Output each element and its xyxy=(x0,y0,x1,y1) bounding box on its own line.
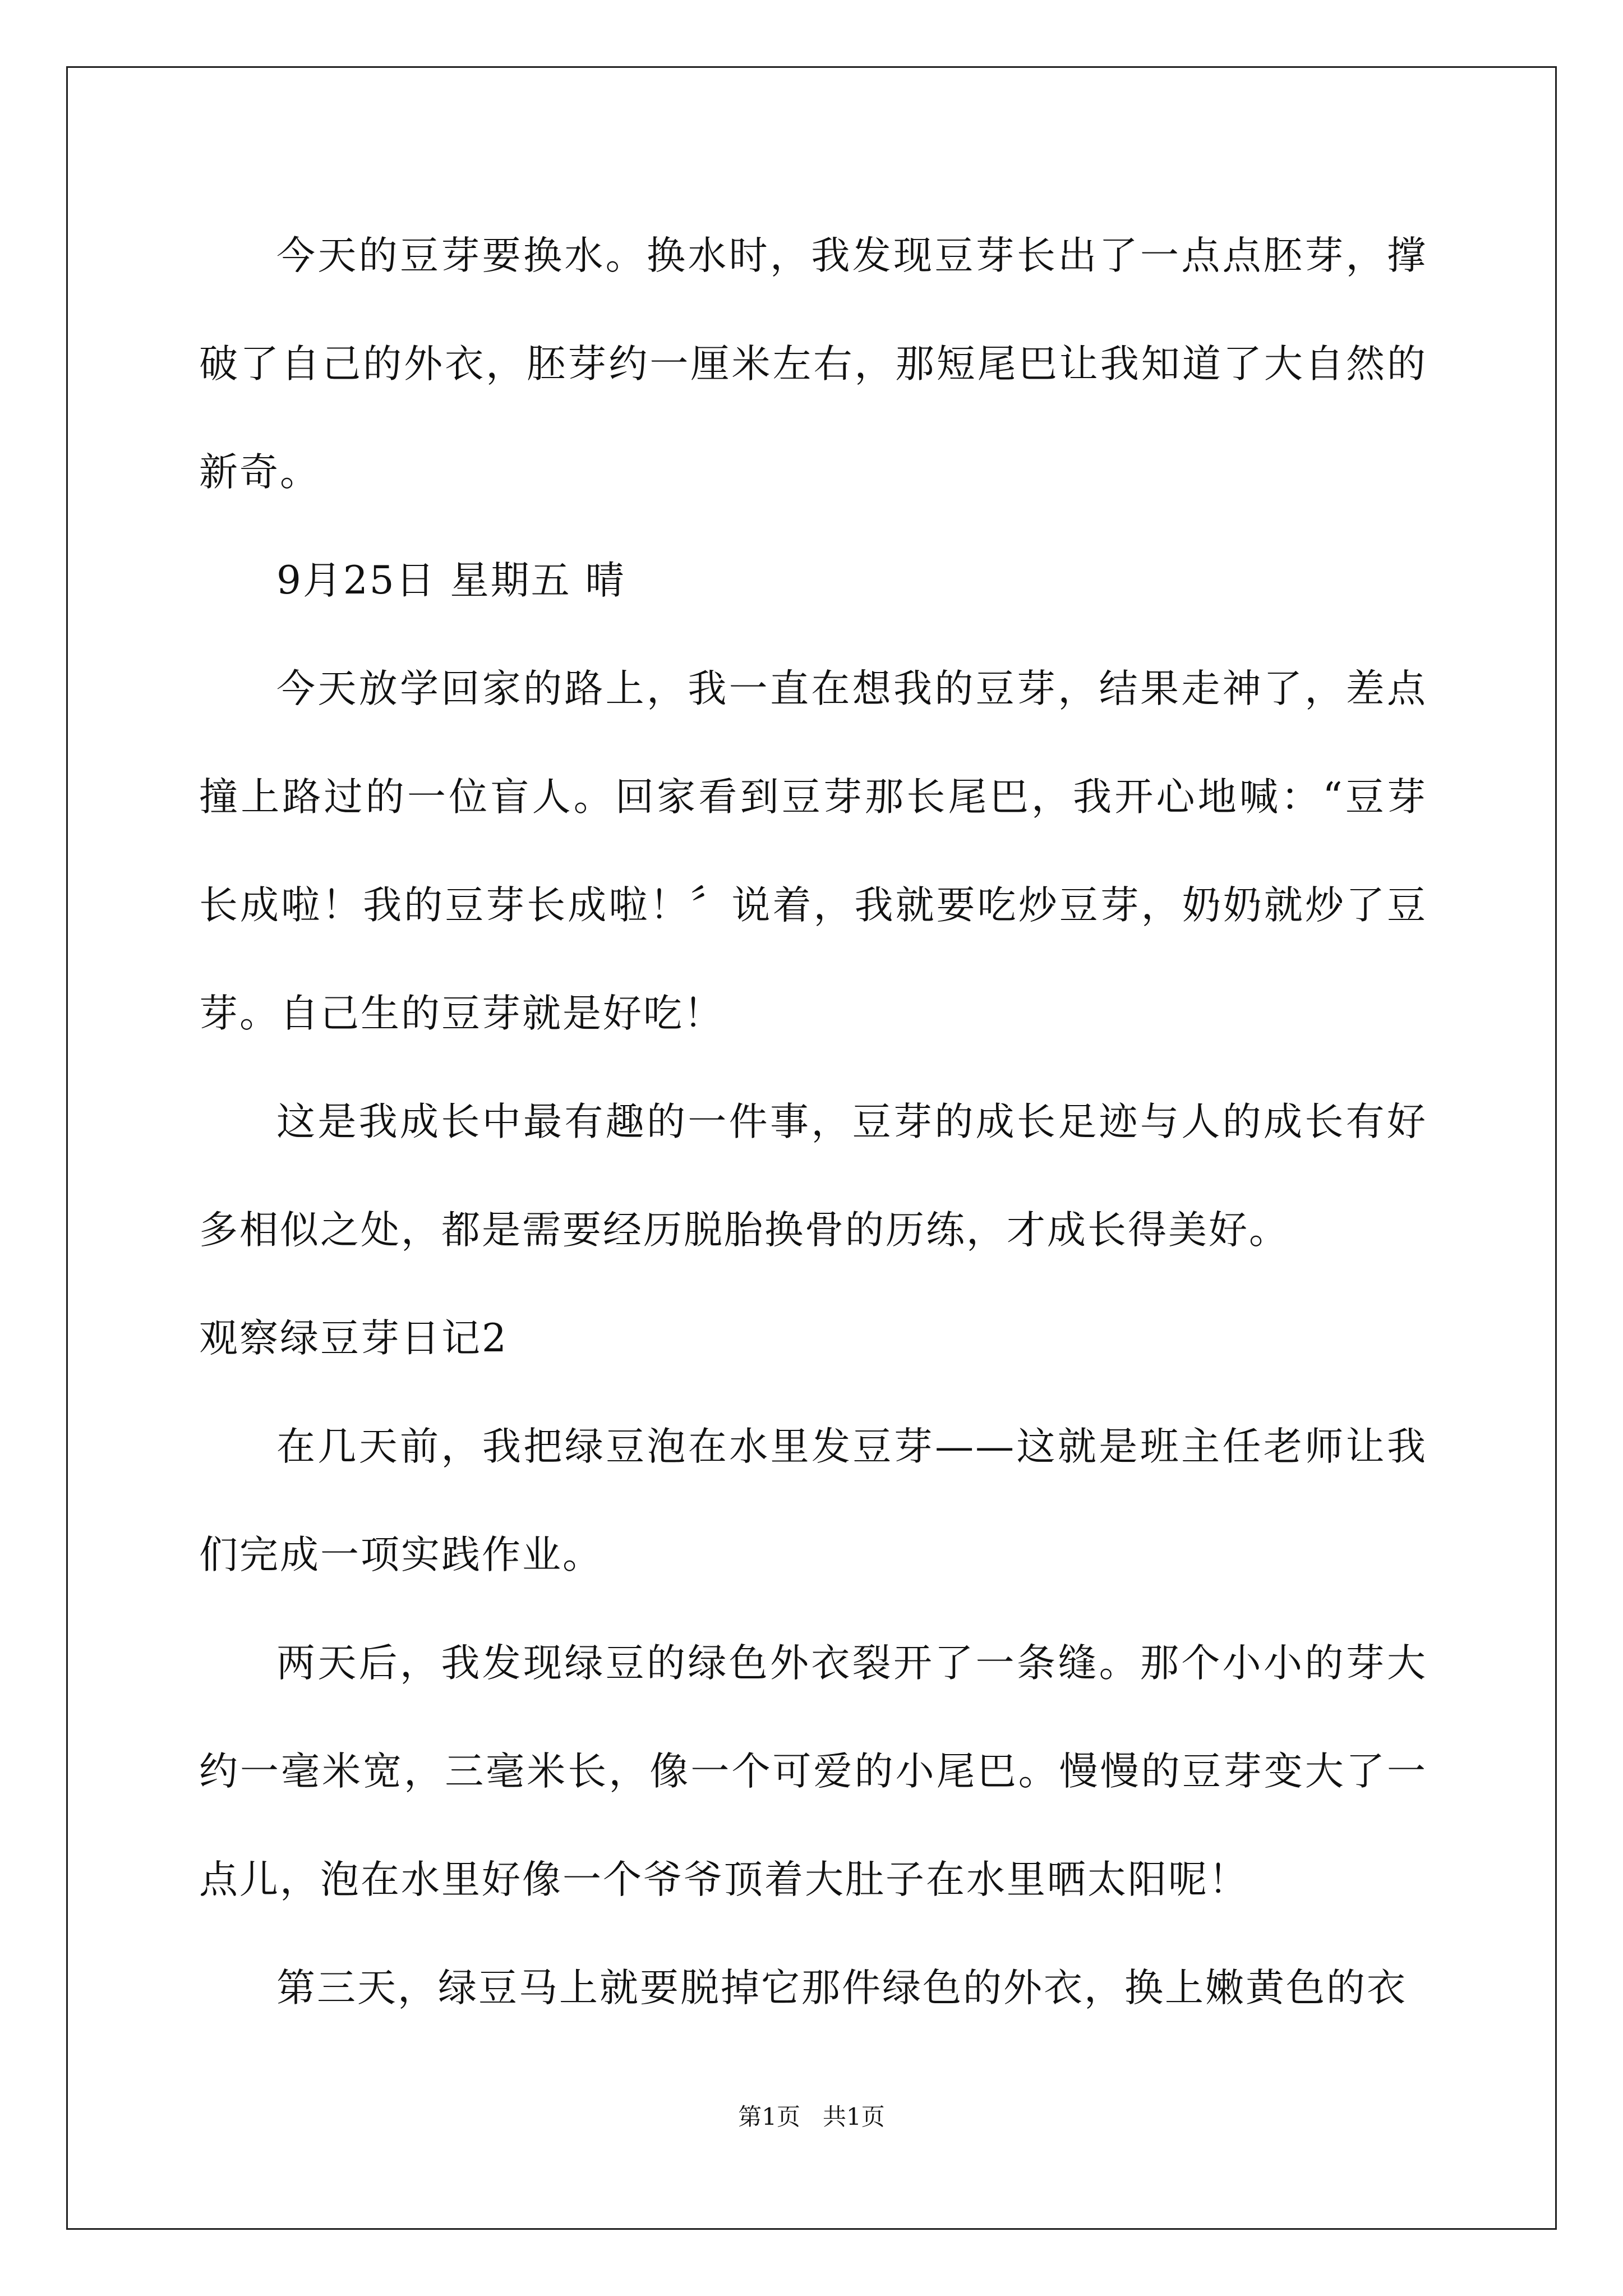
paragraph-third-day: 第三天，绿豆马上就要脱掉它那件绿色的外衣，换上嫩黄色的衣 xyxy=(276,1966,1407,2010)
paragraph-sprout-water-change: 今天的豆芽要换水。换水时，我发现豆芽长出了一点点胚芽，撑破了自己的外衣，胚芽约一厘米左右，那短尾巴让我知道了大自然的新奇。 xyxy=(199,233,1427,495)
paragraph-soak-beans: 在几天前，我把绿豆泡在水里发豆芽——这就是班主任老师让我们完成一项实践作业。 xyxy=(199,1424,1427,1577)
page-footer: 第1页 共1页 xyxy=(738,2103,885,2131)
paragraph-two-days-later: 两天后，我发现绿豆的绿色外衣裂开了一条缝。那个小小的芽大约一毫米宽，三毫米长，像一个可爱的小尾巴。慢慢的豆芽变大了一点儿，泡在水里好像一个爷爷顶着大肚子在水里晒太阳呢！ xyxy=(199,1641,1427,1902)
paragraph-reflection: 这是我成长中最有趣的一件事，豆芽的成长足迹与人的成长有好多相似之处，都是需要经历脱胎换骨的历练，才成长得美好。 xyxy=(199,1099,1427,1253)
diary-date-line: 9月25日 星期五 晴 xyxy=(276,558,626,603)
section-title-diary-2: 观察绿豆芽日记2 xyxy=(199,1316,508,1361)
paragraph-walk-home: 今天放学回家的路上，我一直在想我的豆芽，结果走神了，差点撞上路过的一位盲人。回家看到豆芽那长尾巴，我开心地喊：“豆芽长成啦！我的豆芽长成啦！〞说着，我就要吃炒豆芽，奶奶就炒了豆芽。自己生的豆芽就是好吃！ xyxy=(199,666,1427,1036)
document-body xyxy=(199,202,1427,2042)
